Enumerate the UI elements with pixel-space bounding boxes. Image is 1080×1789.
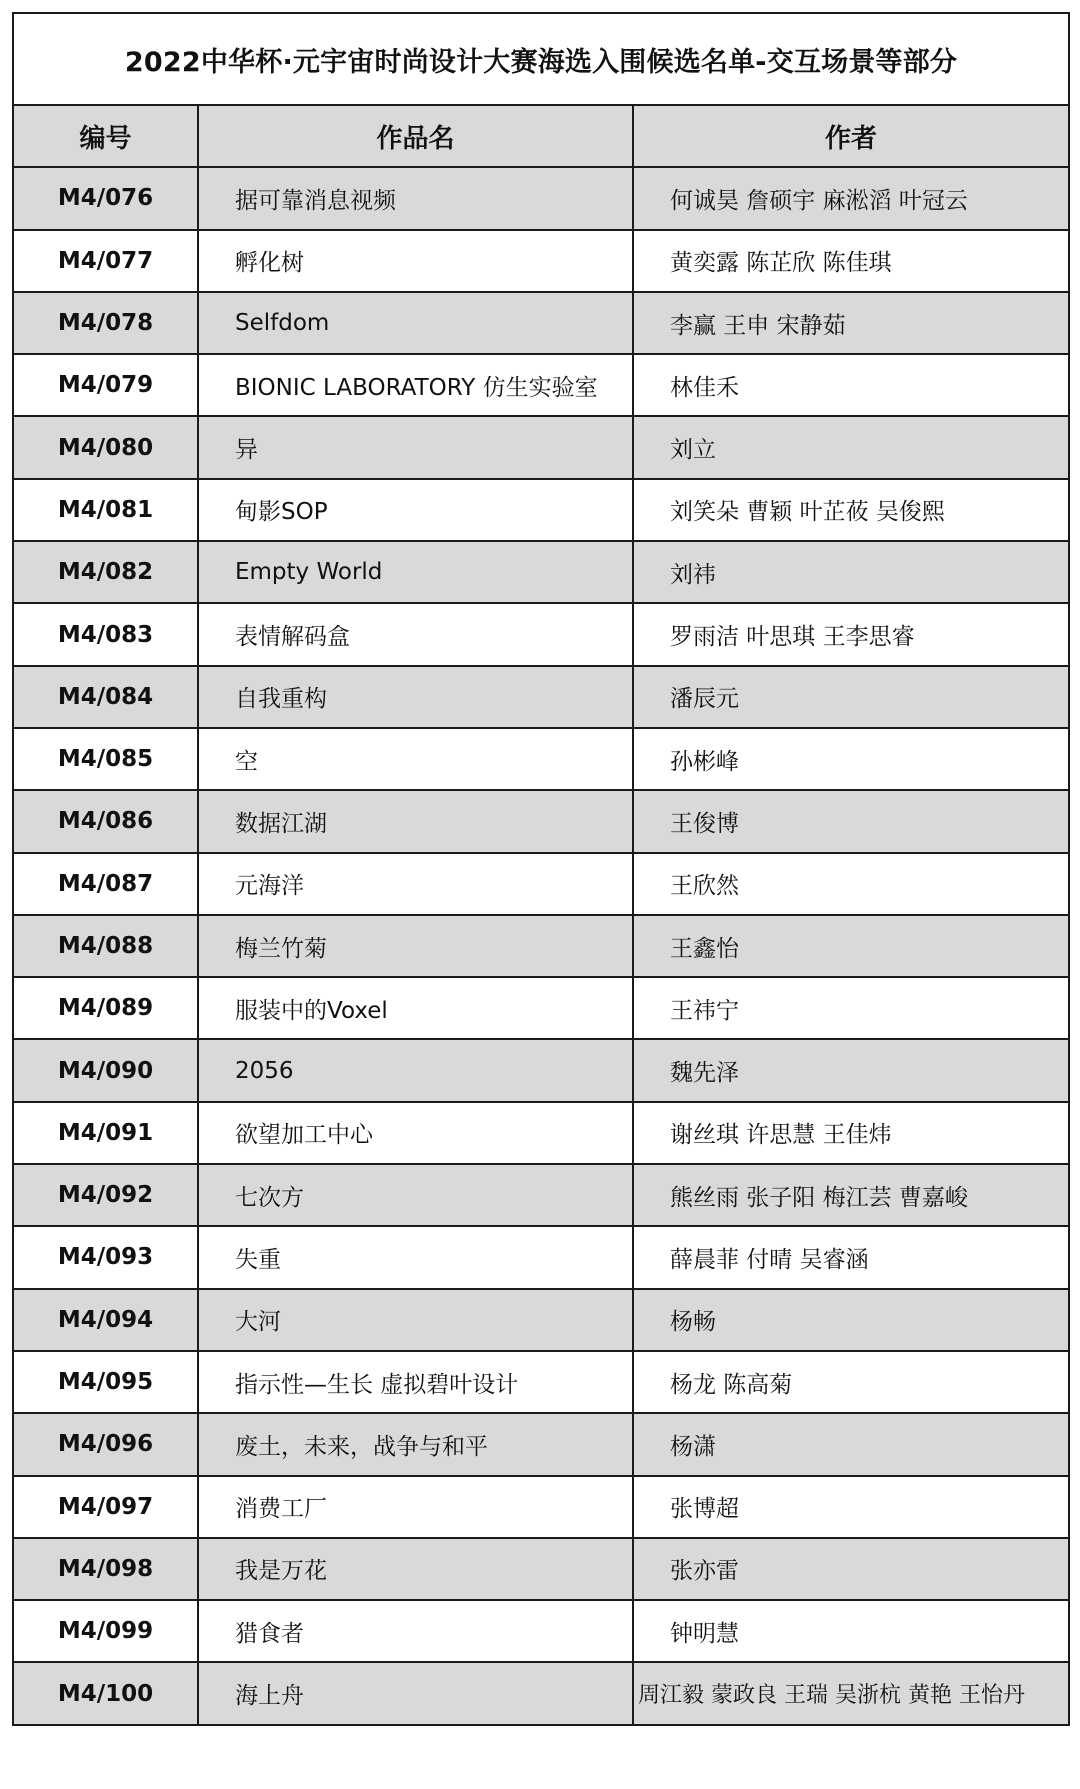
table-row [13,1289,1069,1351]
entry-work: 数据江湖 [198,790,633,852]
entry-work: 我是万花 [198,1538,633,1600]
entry-id: M4/093 [13,1226,198,1288]
entry-author: 熊丝雨 张子阳 梅江芸 曹嘉峻 [633,1164,1069,1226]
entry-id: M4/089 [13,977,198,1039]
entry-id: M4/091 [13,1102,198,1164]
entry-id: M4/086 [13,790,198,852]
entry-id: M4/084 [13,666,198,728]
entry-author: 王欣然 [633,853,1069,915]
entry-id: M4/095 [13,1351,198,1413]
table-row [13,790,1069,852]
entry-work: 自我重构 [198,666,633,728]
entry-author: 刘笑朵 曹颖 叶芷莜 吴俊熙 [633,479,1069,541]
entry-id: M4/088 [13,915,198,977]
entry-work: 猎食者 [198,1600,633,1662]
entry-work: 废土，未来，战争与和平 [198,1413,633,1475]
header-row [13,105,1069,167]
entry-work: 欲望加工中心 [198,1102,633,1164]
entry-id: M4/079 [13,354,198,416]
entry-author: 孙彬峰 [633,728,1069,790]
entry-author: 周江毅 蒙政良 王瑞 吴浙杭 黄艳 王怡丹 [633,1662,1069,1724]
table-row [13,1351,1069,1413]
entry-id: M4/078 [13,292,198,354]
entry-author: 张亦雷 [633,1538,1069,1600]
title-row [13,13,1069,105]
entry-id: M4/082 [13,541,198,603]
entry-id: M4/096 [13,1413,198,1475]
table-row [13,1600,1069,1662]
entry-id: M4/094 [13,1289,198,1351]
header-id: 编号 [13,105,198,167]
entry-id: M4/099 [13,1600,198,1662]
entry-id: M4/080 [13,416,198,478]
table-title: 2022中华杯·元宇宙时尚设计大赛海选入围候选名单-交互场景等部分 [13,13,1069,105]
table-row [13,292,1069,354]
entry-author: 何诚昊 詹硕宇 麻淞滔 叶冠云 [633,167,1069,229]
entry-author: 李赢 王申 宋静茹 [633,292,1069,354]
table-row [13,1164,1069,1226]
entry-author: 王祎宁 [633,977,1069,1039]
table-row [13,230,1069,292]
entry-author: 魏先泽 [633,1039,1069,1101]
entry-id: M4/092 [13,1164,198,1226]
table-row [13,603,1069,665]
entry-work: 异 [198,416,633,478]
header-work: 作品名 [198,105,633,167]
table-row [13,1102,1069,1164]
entry-id: M4/098 [13,1538,198,1600]
table-row [13,1039,1069,1101]
entry-author: 杨潇 [633,1413,1069,1475]
candidate-list-table [12,12,1070,1726]
entry-author: 刘祎 [633,541,1069,603]
entry-work: 2056 [198,1039,633,1101]
entry-author: 罗雨洁 叶思琪 王李思睿 [633,603,1069,665]
entry-work: 表情解码盒 [198,603,633,665]
entry-author: 潘辰元 [633,666,1069,728]
entry-author: 杨龙 陈高菊 [633,1351,1069,1413]
entry-work: Empty World [198,541,633,603]
entry-id: M4/087 [13,853,198,915]
entry-author: 刘立 [633,416,1069,478]
table-row [13,541,1069,603]
table-row [13,167,1069,229]
entry-author: 林佳禾 [633,354,1069,416]
entry-work: 甸影SOP [198,479,633,541]
table-row [13,1226,1069,1288]
entry-work: 消费工厂 [198,1476,633,1538]
entry-work: BIONIC LABORATORY 仿生实验室 [198,354,633,416]
entry-id: M4/100 [13,1662,198,1724]
entry-author: 谢丝琪 许思慧 王佳炜 [633,1102,1069,1164]
entry-id: M4/085 [13,728,198,790]
entry-id: M4/097 [13,1476,198,1538]
table-row [13,1413,1069,1475]
entry-work: Selfdom [198,292,633,354]
entry-work: 海上舟 [198,1662,633,1724]
entry-author: 王鑫怡 [633,915,1069,977]
entry-work: 大河 [198,1289,633,1351]
entry-work: 失重 [198,1226,633,1288]
header-author: 作者 [633,105,1069,167]
entry-work: 服装中的Voxel [198,977,633,1039]
entry-work: 七次方 [198,1164,633,1226]
table-row [13,1476,1069,1538]
table-row [13,728,1069,790]
entry-id: M4/076 [13,167,198,229]
entry-id: M4/081 [13,479,198,541]
table-row [13,666,1069,728]
entry-work: 元海洋 [198,853,633,915]
entry-author: 钟明慧 [633,1600,1069,1662]
table-row [13,915,1069,977]
entry-author: 薛晨菲 付晴 吴睿涵 [633,1226,1069,1288]
table-row [13,853,1069,915]
table-row [13,354,1069,416]
entry-author: 王俊博 [633,790,1069,852]
entry-work: 梅兰竹菊 [198,915,633,977]
entry-author: 张博超 [633,1476,1069,1538]
entry-work: 空 [198,728,633,790]
entry-id: M4/083 [13,603,198,665]
entry-author: 杨畅 [633,1289,1069,1351]
entry-author: 黄奕露 陈芷欣 陈佳琪 [633,230,1069,292]
entry-work: 孵化树 [198,230,633,292]
table-row [13,1662,1069,1724]
table-row [13,416,1069,478]
table-row [13,479,1069,541]
table-row [13,977,1069,1039]
entry-id: M4/090 [13,1039,198,1101]
entry-work: 指示性—生长 虚拟碧叶设计 [198,1351,633,1413]
entry-id: M4/077 [13,230,198,292]
table-row [13,1538,1069,1600]
entry-work: 据可靠消息视频 [198,167,633,229]
